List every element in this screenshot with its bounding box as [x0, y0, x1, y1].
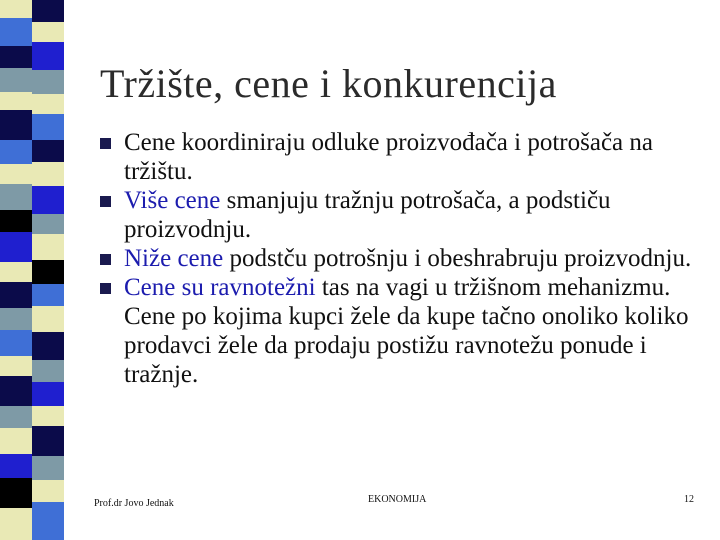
square-bullet-icon	[100, 254, 111, 265]
decorative-stripe	[0, 0, 64, 540]
bullet-text: smanjuju tražnju potrošača, a podstiču proizvodnju.	[124, 187, 611, 243]
bullet-text: tas na vagi u tržišnom mehanizmu. Cene po kojima kupci žele da kupe tačno onoliko koliko prodavci žele da prodaju postižu ravnotežu ponude i tražnje.	[124, 274, 689, 388]
bullet-text: Cene koordiniraju odluke proizvođača i potrošača na tržištu.	[124, 129, 653, 185]
bullet-item	[96, 128, 696, 186]
square-bullet-icon	[100, 196, 111, 207]
bullet-item	[96, 273, 696, 389]
page-number: 12	[684, 494, 694, 505]
bullet-text: podstču potrošnju i obeshrabruju proizvodnju.	[223, 245, 692, 272]
highlighted-term: Niže cene	[124, 245, 224, 272]
highlighted-term: Cene su ravnotežni	[124, 274, 316, 301]
highlighted-term: Više cene	[124, 187, 221, 214]
square-bullet-icon	[100, 138, 111, 149]
bullet-list	[96, 128, 696, 389]
bullet-item	[96, 186, 696, 244]
footer-course: EKONOMIJA	[368, 494, 427, 505]
footer-author: Prof.dr Jovo Jednak	[94, 498, 174, 509]
bullet-item	[96, 244, 696, 273]
slide-title: Tržište, cene i konkurencija	[100, 61, 557, 106]
square-bullet-icon	[100, 283, 111, 294]
